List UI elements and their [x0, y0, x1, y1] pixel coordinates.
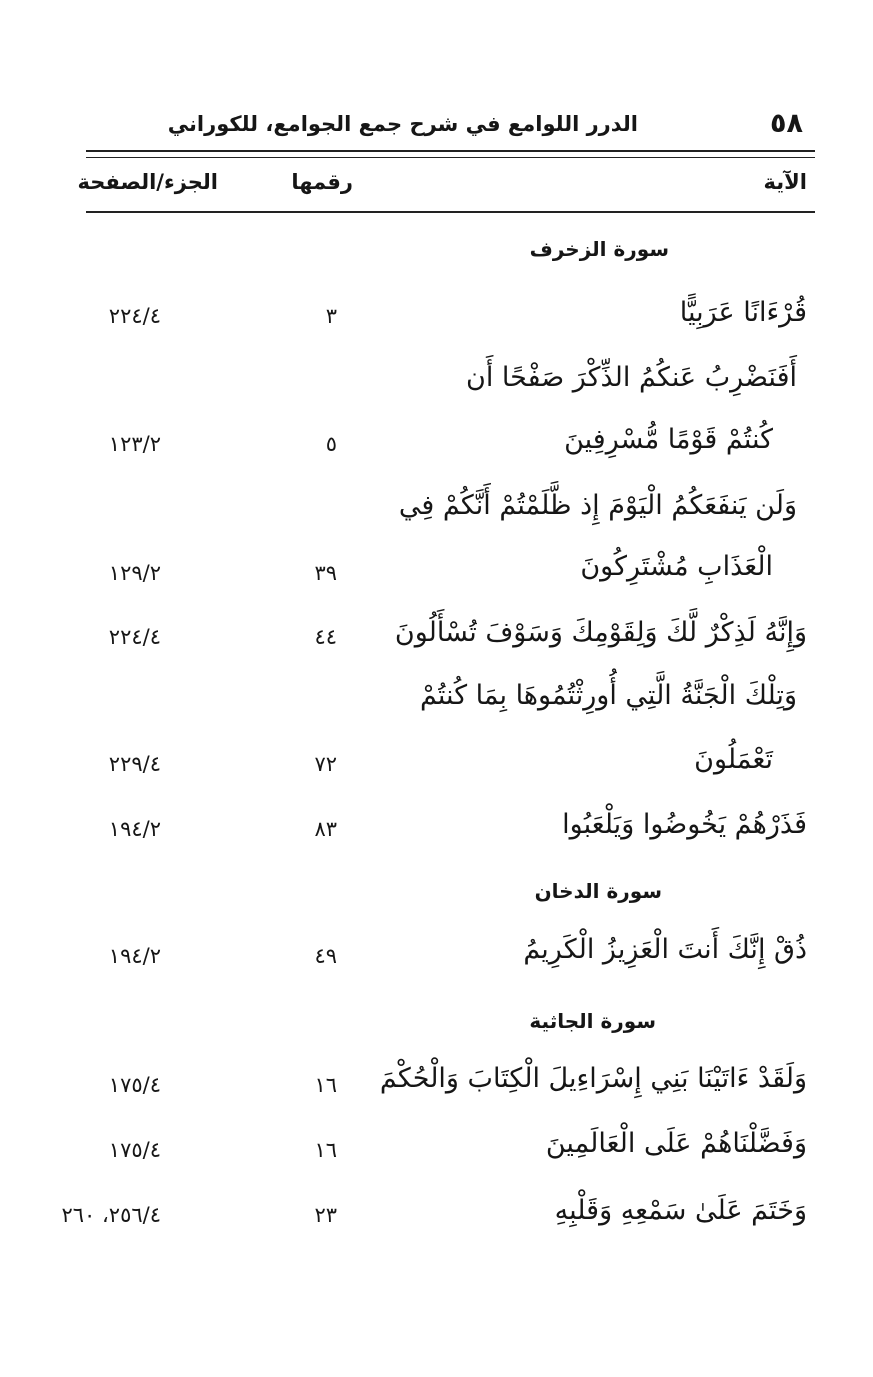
verse-number: ٨٣ [314, 817, 337, 841]
verse-number: ٥ [325, 432, 337, 456]
verse-text: وَتِلْكَ الْجَنَّةُ الَّتِي أُورِثْتُمُوهَا بِمَا كُنتُمْ [419, 680, 797, 711]
column-header-ayah: الآية [763, 170, 807, 194]
verse-text: فَذَرْهُمْ يَخُوضُوا وَيَلْعَبُوا [562, 809, 807, 840]
volume-page: ١٧٥/٤ [108, 1073, 161, 1097]
verse-text: وَفَضَّلْنَاهُمْ عَلَى الْعَالَمِينَ [545, 1128, 807, 1159]
verse-text: وَلَقَدْ ءَاتَيْنَا بَنِي إِسْرَاءِيلَ الْكِتَابَ وَالْحُكْمَ [379, 1063, 807, 1094]
surah-heading: سورة الزخرف [529, 237, 669, 261]
surah-heading: سورة الدخان [534, 879, 662, 903]
verse-text: قُرْءَانًا عَرَبِيًّا [679, 297, 807, 328]
verse-number: ٣ [325, 304, 337, 328]
volume-page: ٢٢٩/٤ [108, 752, 161, 776]
table-header-rule [86, 211, 815, 213]
volume-page: ١٩٤/٢ [108, 944, 161, 968]
verse-text: الْعَذَابِ مُشْتَرِكُونَ [580, 551, 773, 582]
verse-number: ٢٣ [314, 1203, 337, 1227]
verse-text: وَإِنَّهُ لَذِكْرٌ لَّكَ وَلِقَوْمِكَ وَسَوْفَ تُسْأَلُونَ [394, 617, 807, 648]
volume-page: ٢٥٦/٤، ٢٦٠ [61, 1203, 161, 1227]
verse-number: ٤٤ [314, 625, 337, 649]
verse-text: كُنتُمْ قَوْمًا مُّسْرِفِينَ [564, 424, 773, 455]
verse-number: ١٦ [314, 1138, 337, 1162]
verse-text: وَلَن يَنفَعَكُمُ الْيَوْمَ إِذ ظَّلَمْتُمْ أَنَّكُمْ فِي [398, 490, 797, 521]
verse-text: ذُقْ إِنَّكَ أَنتَ الْعَزِيزُ الْكَرِيمُ [523, 934, 807, 965]
page-number: ٥٨ [770, 108, 803, 139]
column-header-number: رقمها [291, 170, 353, 194]
volume-page: ٢٢٤/٤ [108, 304, 161, 328]
verse-text: وَخَتَمَ عَلَىٰ سَمْعِهِ وَقَلْبِهِ [554, 1195, 807, 1226]
volume-page: ١٩٤/٢ [108, 817, 161, 841]
volume-page: ١٢٣/٢ [108, 432, 161, 456]
header-rule [86, 150, 815, 152]
header-rule-thin [86, 157, 815, 158]
surah-heading: سورة الجاثية [529, 1009, 656, 1033]
verse-text: تَعْمَلُونَ [694, 744, 773, 775]
volume-page: ٢٢٤/٤ [108, 625, 161, 649]
verse-number: ٤٩ [314, 944, 337, 968]
volume-page: ١٧٥/٤ [108, 1138, 161, 1162]
running-title: الدرر اللوامع في شرح جمع الجوامع، للكوراني [167, 112, 638, 136]
volume-page: ١٢٩/٢ [108, 561, 161, 585]
verse-number: ٣٩ [314, 561, 337, 585]
verse-text: أَفَنَضْرِبُ عَنكُمُ الذِّكْرَ صَفْحًا أَن [466, 362, 797, 393]
verse-number: ١٦ [314, 1073, 337, 1097]
verse-number: ٧٢ [314, 752, 337, 776]
column-header-volume-page: الجزء/الصفحة [77, 170, 218, 194]
